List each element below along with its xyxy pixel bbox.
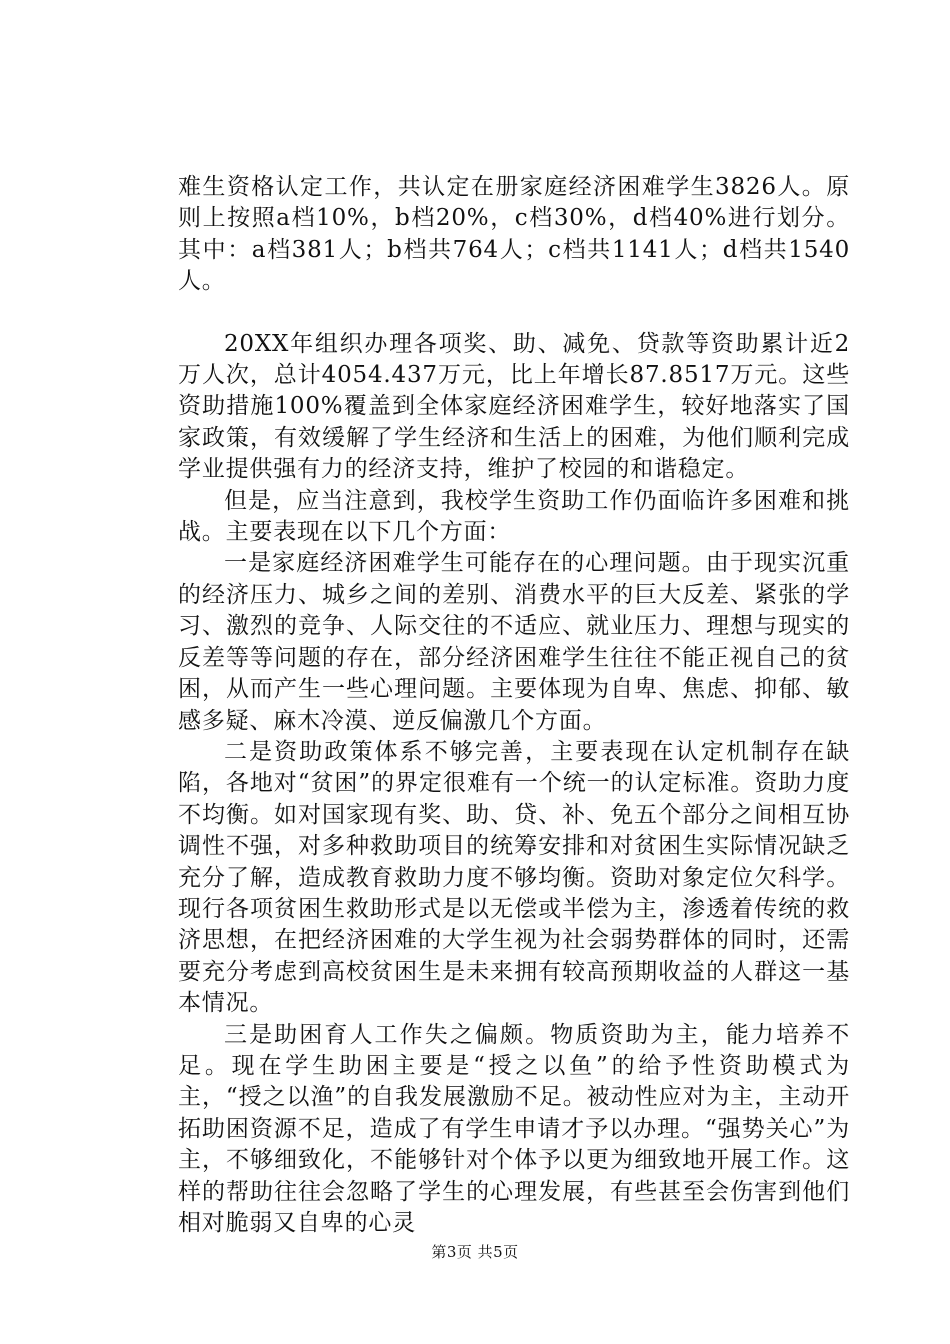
paragraph-4: 一是家庭经济困难学生可能存在的心理问题。由于现实沉重的经济压力、城乡之间的差别、消费水平的巨大反差、紧张的学习、激烈的竞争、人际交往的不适应、就业压力、理想与现实的反差等等问题的存在，部分经济困难学生往往不能正视自己的贫困，从而产生一些心理问题。主要体现为自卑、焦虑、抑郁、敏感多疑、麻木冷漠、逆反偏激几个方面。	[178, 550, 850, 734]
page-footer: 第3页 共5页	[431, 1243, 519, 1261]
document-body	[178, 172, 850, 1239]
paragraph-6: 三是助困育人工作失之偏颇。物质资助为主，能力培养不足。现在学生助困主要是“授之以鱼”的给予性资助模式为主，“授之以渔”的自我发展激励不足。被动性应对为主，主动开拓助困资源不足，造成了有学生申请才予以办理。“强势关心”为主，不够细致化，不能够针对个体予以更为细致地开展工作。这样的帮助往往会忽略了学生的心理发展，有些甚至会伤害到他们相对脆弱又自卑的心灵	[178, 1021, 850, 1236]
paragraph-3: 但是，应当注意到，我校学生资助工作仍面临许多困难和挑战。主要表现在以下几个方面：	[178, 487, 850, 546]
paragraph-1: 难生资格认定工作，共认定在册家庭经济困难学生3826人。原则上按照a档10%，b档20%，c档30%，d档40%进行划分。其中：a档381人；b档共764人；c档共1141人；d档共1540人。	[178, 174, 850, 295]
paragraph-spacer	[178, 298, 850, 329]
paragraph-2: 20XX年组织办理各项奖、助、减免、贷款等资助累计近2万人次，总计4054.437万元，比上年增长87.8517万元。这些资助措施100%覆盖到全体家庭经济困难学生，较好地落实了国家政策，有效缓解了学生经济和生活上的困难，为他们顺利完成学业提供强有力的经济支持，维护了校园的和谐稳定。	[178, 330, 850, 483]
paragraph-5: 二是资助政策体系不够完善，主要表现在认定机制存在缺陷，各地对“贫困”的界定很难有一个统一的认定标准。资助力度不均衡。如对国家现有奖、助、贷、补、免五个部分之间相互协调性不强，对多种救助项目的统筹安排和对贫困生实际情况缺乏充分了解，造成教育救助力度不够均衡。资助对象定位欠科学。现行各项贫困生救助形式是以无偿或半偿为主，渗透着传统的救济思想，在把经济困难的大学生视为社会弱势群体的同时，还需要充分考虑到高校贫困生是未来拥有较高预期收益的人群这一基本情况。	[178, 738, 850, 1017]
